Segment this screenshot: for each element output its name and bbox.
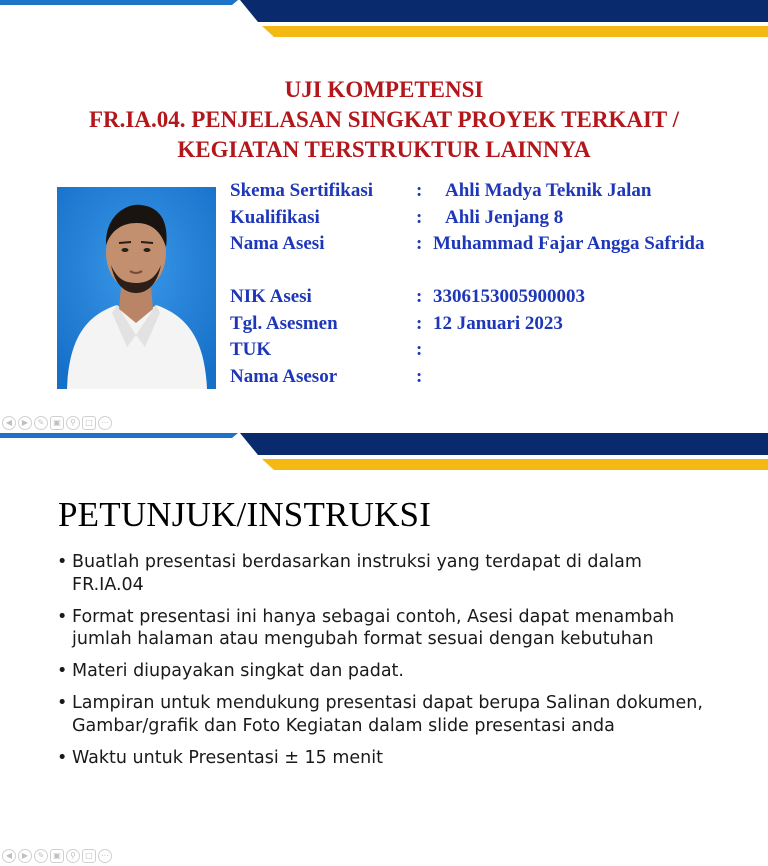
info-colon: : bbox=[416, 206, 423, 228]
next-icon[interactable]: ▶ bbox=[18, 416, 32, 430]
pen-icon[interactable]: ✎ bbox=[34, 416, 48, 430]
info-label: NIK Asesi bbox=[230, 286, 312, 307]
info-colon: : bbox=[416, 339, 423, 360]
slide-instructions[interactable] bbox=[0, 433, 768, 866]
info-colon: : bbox=[416, 286, 423, 307]
info-value: 3306153005900003 bbox=[433, 286, 585, 307]
title-line-3: KEGIATAN TERSTRUKTUR LAINNYA bbox=[177, 137, 591, 162]
list-item: • Buatlah presentasi berdasarkan instruksi yang terdapat di dalam FR.IA.04 bbox=[57, 551, 717, 596]
info-colon: : bbox=[416, 233, 423, 254]
info-label: Nama Asesi bbox=[230, 233, 325, 254]
instructions-list bbox=[57, 551, 717, 779]
zoom-icon[interactable]: ⚲ bbox=[66, 849, 80, 863]
list-item: • Format presentasi ini hanya sebagai contoh, Asesi dapat menambah jumlah halaman atau mengubah format sesuai dengan kebutuhan bbox=[57, 606, 717, 651]
more-icon[interactable]: ⋯ bbox=[98, 849, 112, 863]
info-colon: : bbox=[416, 312, 423, 334]
info-value: Ahli Jenjang 8 bbox=[445, 206, 564, 228]
screen-icon[interactable]: □ bbox=[82, 416, 96, 430]
instructions-heading: PETUNJUK/INSTRUKSI bbox=[58, 495, 432, 534]
slide-toolbar bbox=[2, 847, 137, 865]
asesi-photo bbox=[57, 187, 216, 389]
more-icon[interactable]: ⋯ bbox=[98, 416, 112, 430]
slides-icon[interactable]: ▣ bbox=[50, 416, 64, 430]
slides-icon[interactable]: ▣ bbox=[50, 849, 64, 863]
info-label: Tgl. Asesmen bbox=[230, 312, 338, 334]
info-label: Kualifikasi bbox=[230, 206, 320, 228]
prev-icon[interactable]: ◀ bbox=[2, 416, 16, 430]
pen-icon[interactable]: ✎ bbox=[34, 849, 48, 863]
header-decoration bbox=[0, 433, 768, 473]
screen-icon[interactable]: □ bbox=[82, 849, 96, 863]
info-label: TUK bbox=[230, 339, 272, 360]
info-label: Skema Sertifikasi bbox=[230, 180, 374, 201]
info-value: Ahli Madya Teknik Jalan bbox=[445, 180, 652, 201]
prev-icon[interactable]: ◀ bbox=[2, 849, 16, 863]
title-line-2: FR.IA.04. PENJELASAN SINGKAT PROYEK TERKAIT / bbox=[88, 107, 679, 132]
next-icon[interactable]: ▶ bbox=[18, 849, 32, 863]
info-colon: : bbox=[416, 365, 423, 387]
list-item: • Materi diupayakan singkat dan padat. bbox=[57, 660, 717, 683]
header-decoration bbox=[0, 0, 768, 40]
slide-title bbox=[0, 75, 768, 165]
info-label: Nama Asesor bbox=[230, 365, 338, 387]
info-value: 12 Januari 2023 bbox=[433, 312, 563, 334]
info-value: Muhammad Fajar Angga Safrida bbox=[433, 233, 705, 254]
slide-toolbar bbox=[2, 414, 137, 432]
list-item: • Waktu untuk Presentasi ± 15 menit bbox=[57, 747, 717, 770]
list-item: • Lampiran untuk mendukung presentasi dapat berupa Salinan dokumen, Gambar/grafik dan Foto Kegiatan dalam slide presentasi anda bbox=[57, 692, 717, 737]
title-line-1: UJI KOMPETENSI bbox=[284, 77, 484, 102]
zoom-icon[interactable]: ⚲ bbox=[66, 416, 80, 430]
info-colon: : bbox=[416, 180, 423, 201]
